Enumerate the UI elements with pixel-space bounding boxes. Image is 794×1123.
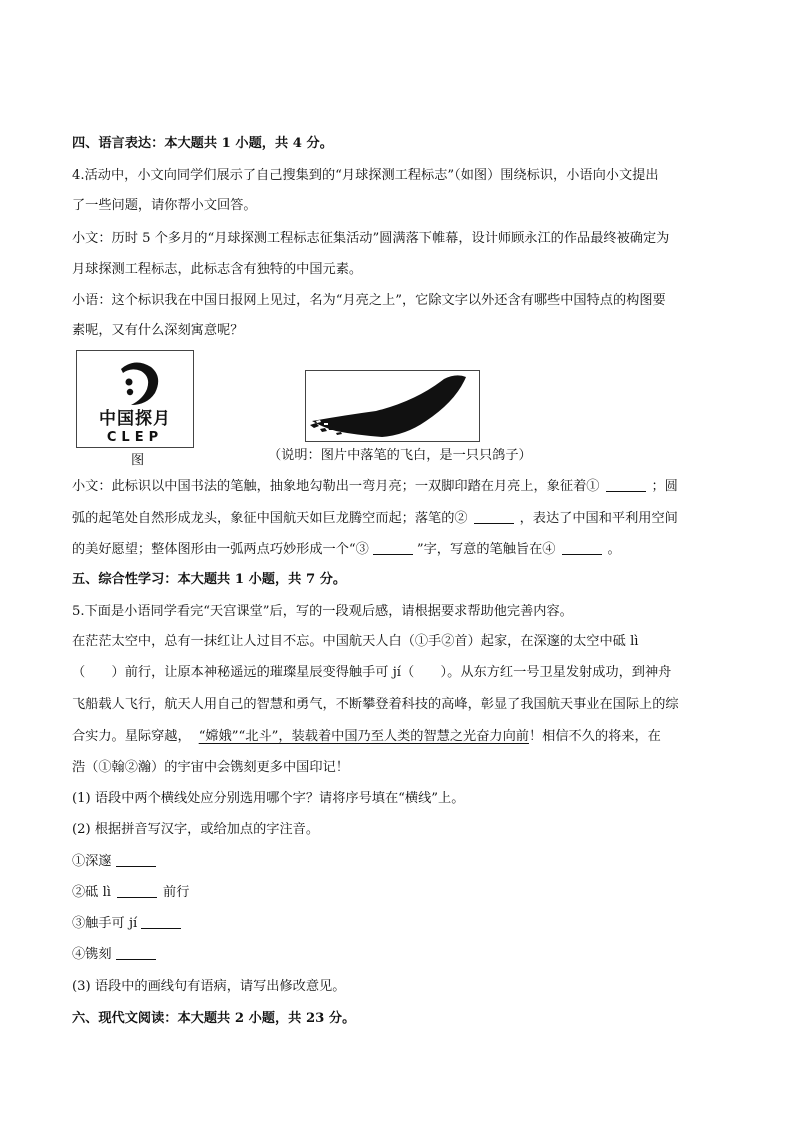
section-6-count: 2 [230, 1011, 249, 1026]
q5-line-4: 飞船载人飞行，航天人用自己的智慧和勇气，不断攀登着科技的高峰，彰显了我国航天事业在国际上的综 [72, 697, 679, 712]
answer-blank-2[interactable] [474, 510, 514, 524]
clep-logo-image [76, 350, 194, 448]
q4-line-6: 素呢，又有什么深刻寓意呢？ [72, 323, 244, 338]
q5-sub-question-3: (3) 语段中的画线句有语病，请写出修改意见。 [72, 979, 346, 994]
passage-text: 合实力。星际穿越， [72, 729, 191, 744]
section-4-score: 4 [288, 136, 307, 151]
figure-note: （说明：图片中落笔的飞白，是一只只鸽子） [268, 448, 532, 463]
section-5-text2: 小题，共 [248, 572, 302, 587]
section-4-count: 1 [217, 136, 236, 151]
section-4-text3: 分。 [306, 136, 333, 151]
item-label: ①深邃 [72, 854, 112, 869]
answer-blank-3[interactable] [373, 541, 413, 555]
section-4-heading [72, 135, 333, 153]
answer-text: 弧的起笔处自然形成龙头，象征中国航天如巨龙腾空而起；落笔的② [72, 511, 468, 526]
section-5-text: 本大题共 [177, 572, 231, 587]
section-6-text: 本大题共 [177, 1011, 231, 1026]
moon-brush-icon [77, 355, 193, 415]
q5-sub-question-2: (2) 根据拼音写汉字，或给加点的字注音。 [72, 822, 320, 837]
brush-stroke-image [305, 370, 480, 442]
section-5-title: 五、综合性学习： [72, 572, 178, 587]
section-5-heading [72, 571, 346, 589]
q5-item-3 [72, 915, 181, 933]
passage-text: ！相信不久的将来，在 [528, 729, 661, 744]
q4-line-4: 月球探测工程标志，此标志含有独特的中国元素。 [72, 262, 363, 277]
answer-text: ，表达了中国和平利用空间 [519, 511, 678, 526]
answer-blank-4[interactable] [562, 541, 602, 555]
item-label: ③触手可 jí [72, 916, 138, 931]
section-5-score: 7 [301, 572, 320, 587]
section-4-text: 本大题共 [164, 136, 218, 151]
figure-label: 图 [131, 453, 145, 468]
q5-item-1 [72, 853, 156, 871]
section-6-text3: 分。 [328, 1011, 356, 1026]
section-6-score: 23 [301, 1011, 329, 1026]
underlined-sentence: “嫦娥”“北斗”，装载着中国乃至人类的智慧之光奋力向前 [198, 729, 529, 744]
logo-english-text: CLEP [106, 430, 164, 445]
item-blank-3[interactable] [141, 915, 181, 929]
item-label: 前行 [163, 885, 190, 900]
item-label: ④镌刻 [72, 947, 112, 962]
q4-line-3: 小文：历时 5 个多月的“月球探测工程标志征集活动”圆满落下帷幕，设计师顾永江的作品最终被确定为 [72, 231, 670, 246]
item-blank-1[interactable] [116, 853, 156, 867]
item-blank-2[interactable] [117, 884, 157, 898]
section-5-count: 1 [230, 572, 249, 587]
section-4-title: 四、语言表达： [72, 136, 165, 151]
answer-text: 小文：此标识以中国书法的笔触，抽象地勾勒出一弯月亮；一双脚印踏在月亮上，象征着① [72, 479, 600, 494]
answer-text: ”字，写意的笔触旨在④ [416, 542, 556, 557]
item-blank-4[interactable] [116, 946, 156, 960]
q5-sub-question-1: (1) 语段中两个横线处应分别选用哪个字？请将序号填在“横线”上。 [72, 791, 465, 806]
answer-text: 。 [607, 542, 621, 557]
section-6-heading [72, 1010, 355, 1028]
q5-item-2 [72, 884, 189, 902]
q5-line-1: 5.下面是小语同学看完“天宫课堂”后，写的一段观后感，请根据要求帮助他完善内容。 [72, 604, 573, 619]
q4-line-5: 小语：这个标识我在中国日报网上见过，名为“月亮之上”，它除文字以外还含有哪些中国特点的构图要 [72, 293, 666, 308]
answer-text: ；圆 [651, 479, 678, 494]
section-5-text3: 分。 [319, 572, 347, 587]
q5-item-4 [72, 946, 156, 964]
q5-line-2: 在茫茫太空中，总有一抹红让人过目不忘。中国航天人白（①手②首）起家，在深邃的太空中砥 lì [72, 634, 639, 649]
q4-answer-line-3 [72, 541, 621, 559]
q5-line-5 [72, 728, 661, 746]
section-6-title: 六、现代文阅读： [72, 1011, 178, 1026]
q5-line-6: 浩（①翰②瀚）的宇宙中会镌刻更多中国印记！ [72, 760, 349, 775]
section-4-text2: 小题，共 [235, 136, 289, 151]
answer-blank-1[interactable] [606, 478, 646, 492]
q5-line-3: （ ）前行，让原本神秘遥远的璀璨星辰变得触手可 jí（ ）。从东方红一号卫星发射成功，到神舟 [72, 665, 672, 680]
q4-line-1: 4.活动中，小文向同学们展示了自己搜集到的“月球探测工程标志”（如图）围绕标识，小语向小文提出 [72, 168, 659, 183]
q4-answer-line-1 [72, 478, 678, 496]
brush-stroke-icon [306, 371, 479, 441]
item-label: ②砥 lì [72, 885, 112, 900]
logo-chinese-text: 中国探月 [99, 409, 171, 429]
q4-line-2: 了一些问题，请你帮小文回答。 [72, 198, 257, 213]
section-6-text2: 小题，共 [248, 1011, 302, 1026]
answer-text: 的美好愿望；整体图形由一弧两点巧妙形成一个“③ [72, 542, 369, 557]
q4-answer-line-2 [72, 510, 678, 528]
